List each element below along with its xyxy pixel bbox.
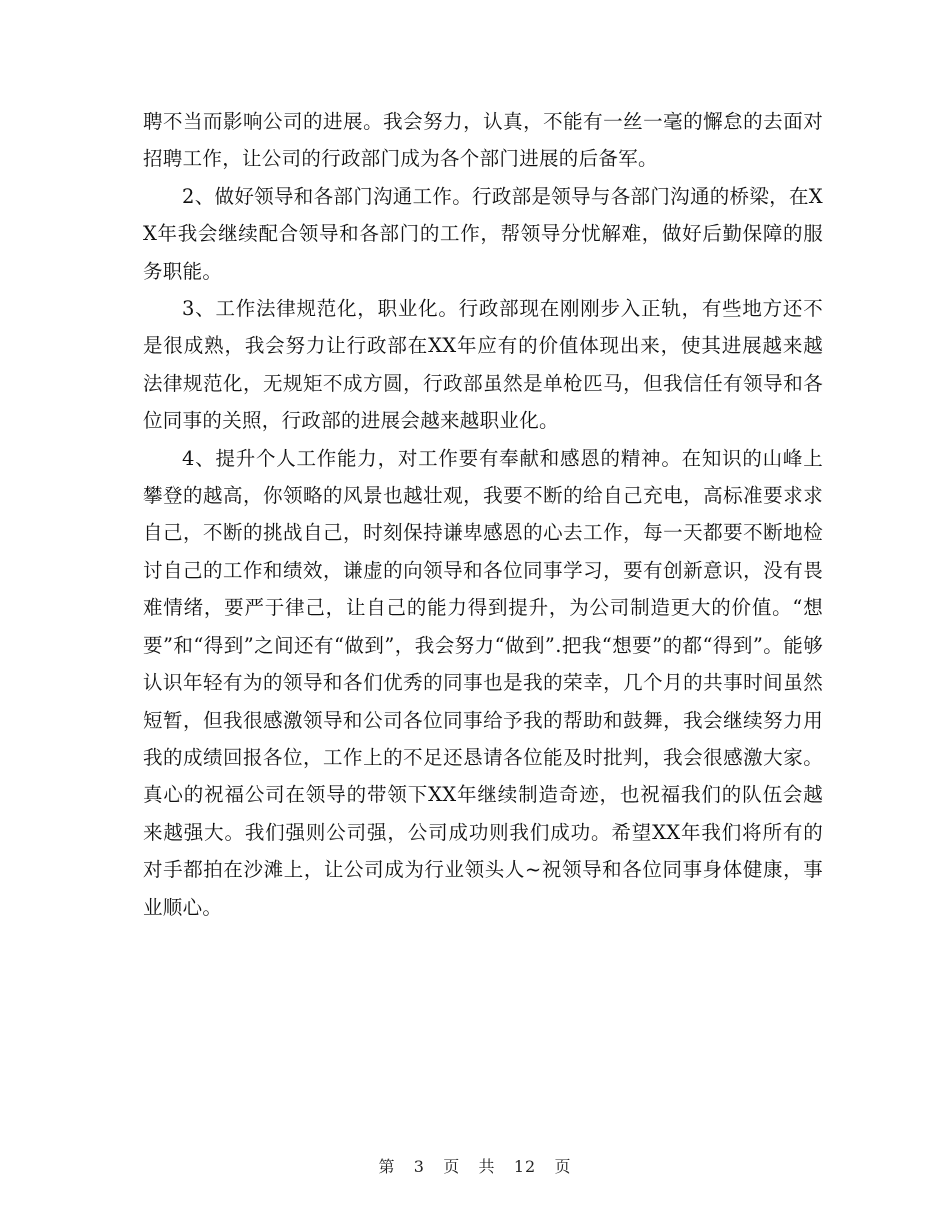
paragraph-item-4: 4、提升个人工作能力，对工作要有奉献和感恩的精神。在知识的山峰上攀登的越高，你领略的风景也越壮观，我要不断的给自己充电，高标准要求求自己，不断的挑战自己，时刻保持谦卑感恩的心去工作，每一天都要不断地检讨自己的工作和绩效，谦虚的向领导和各位同事学习，要有创新意识，没有畏难情绪，要严于律己，让自己的能力得到提升，为公司制造更大的价值。“想要”和“得到”之间还有“做到”，我会努力“做到”.把我“想要”的都“得到”。能够认识年轻有为的领导和各们优秀的同事也是我的荣幸，几个月的共事时间虽然短暂，但我很感激领导和公司各位同事给予我的帮助和鼓舞，我会继续努力用我的成绩回报各位，工作上的不足还恳请各位能及时批判，我会很感激大家。真心的祝福公司在领导的带领下XX年继续制造奇迹，也祝福我们的队伍会越来越强大。我们强则公司强，公司成功则我们成功。希望XX年我们将所有的对手都拍在沙滩上，让公司成为行业领头人~祝领导和各位同事身体健康，事业顺心。 [143,446,823,919]
document-body [143,103,823,926]
paragraph-item-3: 3、工作法律规范化，职业化。行政部现在刚刚步入正轨，有些地方还不是很成熟，我会努力让行政部在XX年应有的价值体现出来，使其进展越来越法律规范化，无规矩不成方圆，行政部虽然是单枪匹马，但我信任有领导和各位同事的关照，行政部的进展会越来越职业化。 [143,297,823,433]
footer-current-page: 3 [413,1157,425,1176]
footer-total-unit: 页 [554,1157,572,1176]
page-number-footer [0,1156,950,1178]
footer-total-pages: 12 [513,1157,537,1176]
footer-page-label: 第 [378,1157,396,1176]
footer-total-label: 共 [478,1157,496,1176]
footer-page-unit: 页 [443,1157,461,1176]
paragraph-continuation: 聘不当而影响公司的进展。我会努力，认真，不能有一丝一毫的懈怠的去面对招聘工作，让公司的行政部门成为各个部门进展的后备军。 [143,110,823,171]
paragraph-item-2: 2、做好领导和各部门沟通工作。行政部是领导与各部门沟通的桥梁，在XX年我会继续配合领导和各部门的工作，帮领导分忧解难，做好后勤保障的服务职能。 [143,184,823,283]
